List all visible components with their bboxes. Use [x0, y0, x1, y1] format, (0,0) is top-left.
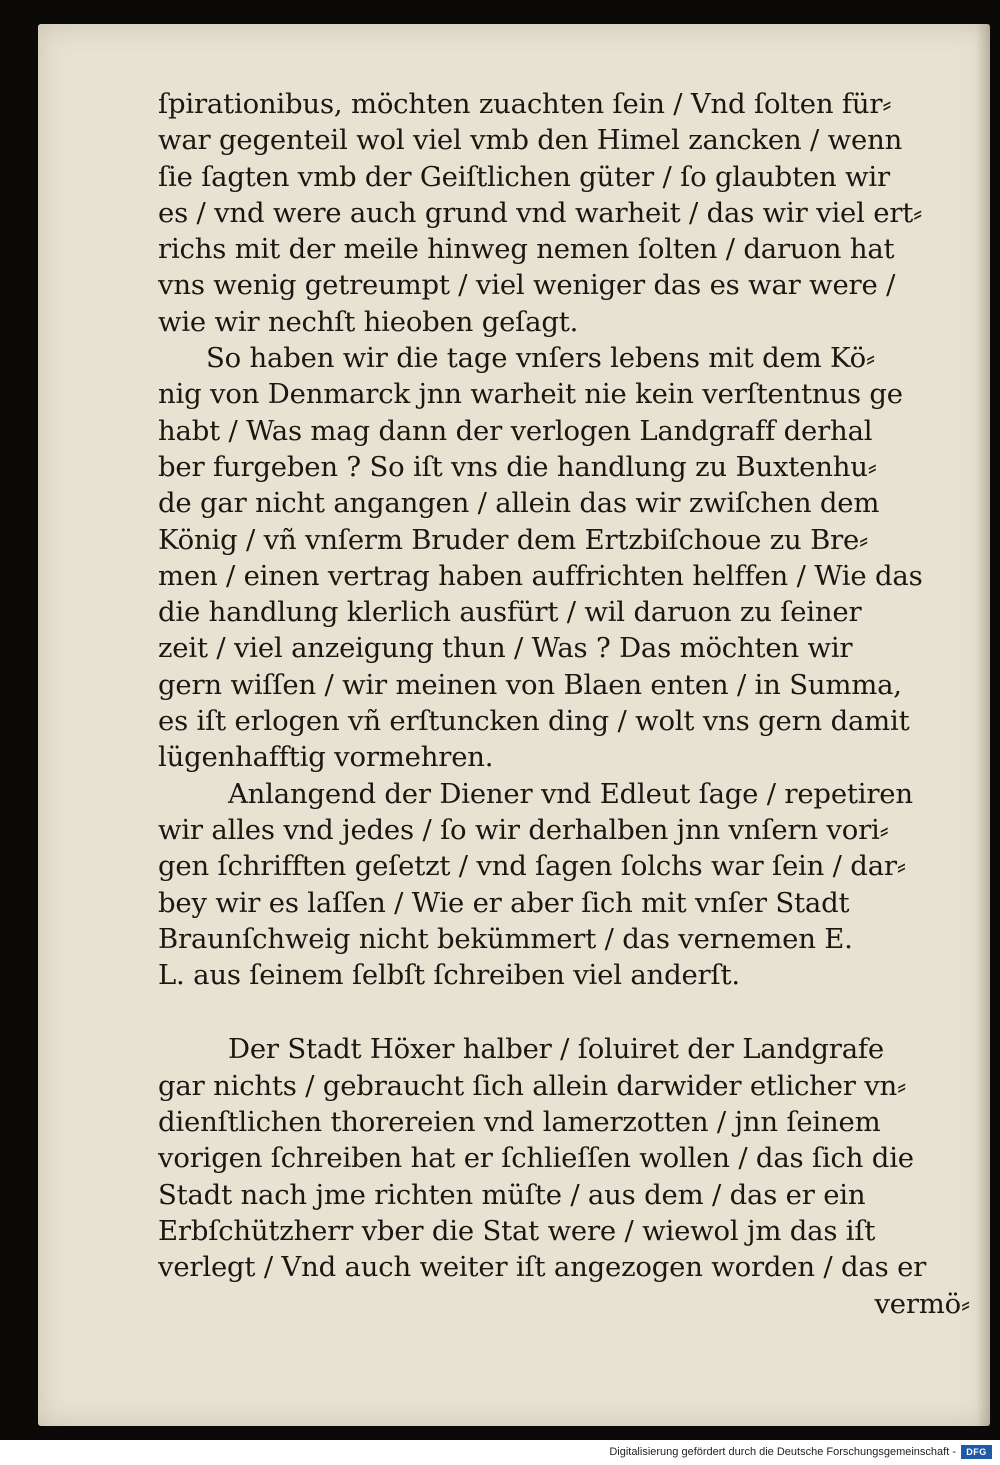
text-line: ber furgeben ? So iſt vns die handlung zu Buxtenhu⸗ — [158, 450, 877, 483]
text-line: vns wenig getreumpt / viel weniger das es war were / — [158, 269, 896, 302]
text-line: die handlung klerlich ausfürt / wil daruon zu ſeiner — [158, 596, 862, 629]
text-line: nig von Denmarck jnn warheit nie kein verſtentnus ge — [158, 378, 903, 411]
text-line: Erbſchützherr vber die Stat were / wiewol jm das iſt — [158, 1214, 876, 1247]
book-page — [38, 24, 990, 1426]
text-line: ſie ſagten vmb der Geiſtlichen güter / ſo glaubten wir — [158, 160, 890, 193]
text-line: vorigen ſchreiben hat er ſchlieſſen wollen / das ſich die — [158, 1142, 914, 1175]
text-line: wie wir nechſt hieoben geſagt. — [158, 305, 579, 338]
dfg-logo-icon[interactable]: DFG — [961, 1445, 992, 1459]
text-line: So haben wir die tage vnſers lebens mit dem Kö⸗ — [206, 342, 875, 375]
digitization-credit: Digitalisierung gefördert durch die Deutsche Forschungsgemeinschaft - — [609, 1446, 956, 1458]
text-line: L. aus ſeinem ſelbſt ſchreiben viel anderſt. — [158, 959, 740, 992]
catchword: vermö⸗ — [874, 1287, 970, 1320]
footer-bar — [0, 1440, 1000, 1465]
page-text — [158, 86, 970, 1322]
text-line: gar nichts / gebraucht ſich allein darwider etlicher vn⸗ — [158, 1069, 907, 1102]
text-line: dienſtlichen thorereien vnd lamerzotten / jnn ſeinem — [158, 1106, 881, 1139]
text-line: König / vñ vnſerm Bruder dem Ertzbiſchoue zu Bre⸗ — [158, 523, 869, 556]
text-line: verlegt / Vnd auch weiter iſt angezogen worden / das er — [158, 1251, 927, 1284]
text-line: Stadt nach jme richten müſte / aus dem / das er ein — [158, 1178, 866, 1211]
text-line: Der Stadt Höxer halber / ſoluiret der Landgrafe — [228, 1033, 884, 1066]
text-line: Braunſchweig nicht bekümmert / das vernemen E. — [158, 922, 853, 955]
paragraph-gap — [158, 993, 970, 1031]
text-line: es iſt erlogen vñ erſtuncken ding / wolt vns gern damit — [158, 705, 910, 738]
text-line: war gegenteil wol viel vmb den Himel zancken / wenn — [158, 124, 903, 157]
text-line: zeit / viel anzeigung thun / Was ? Das möchten wir — [158, 632, 853, 665]
text-line: es / vnd were auch grund vnd warheit / das wir viel ert⸗ — [158, 196, 923, 229]
text-line: richs mit der meile hinweg nemen ſolten / daruon hat — [158, 233, 895, 266]
text-line: men / einen vertrag haben auffrichten helffen / Wie das — [158, 559, 923, 592]
text-line: habt / Was mag dann der verlogen Landgraff derhal — [158, 414, 873, 447]
text-line: gen ſchrifften geſetzt / vnd ſagen ſolchs war ſein / dar⸗ — [158, 850, 906, 883]
text-line: lügenhafftig vormehren. — [158, 741, 494, 774]
text-line: gern wiſſen / wir meinen von Blaen enten / in Summa, — [158, 668, 902, 701]
page-edge-shadow — [976, 24, 990, 1426]
text-line: ſpirationibus, möchten zuachten ſein / Vnd ſolten für⸗ — [158, 88, 892, 120]
text-line: de gar nicht angangen / allein das wir zwiſchen dem — [158, 487, 880, 520]
text-line: wir alles vnd jedes / ſo wir derhalben jnn vnſern vori⸗ — [158, 813, 889, 846]
text-line: Anlangend der Diener vnd Edleut ſage / repetiren — [228, 777, 913, 810]
text-line: bey wir es laſſen / Wie er aber ſich mit vnſer Stadt — [158, 886, 850, 919]
